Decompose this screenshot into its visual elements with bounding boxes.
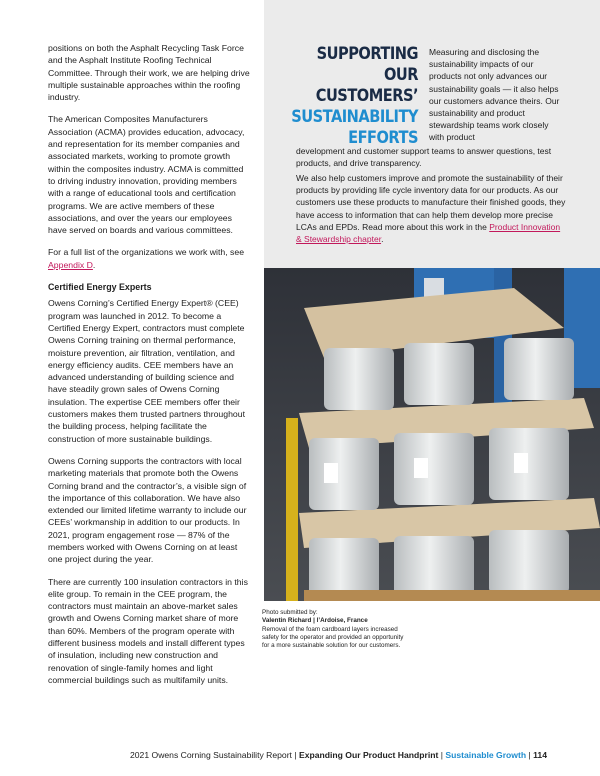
- product-innovation-link[interactable]: Product Innovation & Stewardship chapter: [296, 221, 561, 245]
- warehouse-photo: [264, 268, 600, 601]
- caption-text: Removal of the foam cardboard layers increased safety for the operator and provided an opportunity for a more sustainable solution for our customers.: [262, 625, 404, 650]
- lca-suffix: .: [381, 234, 384, 245]
- footer-separator: |: [526, 750, 534, 760]
- left-column: [48, 42, 251, 696]
- appendix-d-link[interactable]: Appendix D: [48, 259, 93, 270]
- caption-label: Photo submitted by:: [262, 609, 318, 616]
- spool-pallet-illustration: [264, 268, 600, 601]
- photo-caption: [262, 609, 410, 650]
- organizations-text: For a full list of the organizations we work with, see: [48, 247, 245, 258]
- paragraph-cee-contractors: There are currently 100 insulation contractors in this elite group. To remain in the CEE program, the contractors must maintain an above-market sales growth and Owens Corning market share of more than 60%. Members of the program operate with different business models and install different types of insulation, including new construction and renovation of single-family homes and light commercial buildings such as multifamily units.: [48, 576, 248, 685]
- footer-section[interactable]: Expanding Our Product Handprint: [298, 750, 439, 760]
- feature-intro: Measuring and disclosing the sustainability impacts of our products not only advances our sustainability goals — it also helps our customers advance theirs. Our sustainability and product stewardship teams work closely with product: [429, 47, 560, 143]
- paragraph-asphalt: positions on both the Asphalt Recycling Task Force and the Asphalt Institute Roofing Technical Committee. Through their work, we are helping drive multiple sustainable approaches within the roofing industry.: [48, 43, 250, 103]
- feature-paragraph-lca: [296, 172, 568, 245]
- organizations-suffix: .: [92, 259, 96, 270]
- caption-name: Valentin Richard | l’Ardoise, France: [262, 617, 368, 625]
- cee-subheading: Certified Energy Experts: [48, 282, 152, 293]
- footer-separator: |: [438, 750, 446, 760]
- page-footer: [0, 750, 547, 760]
- heading-line-3: SUSTAINABILITY: [291, 107, 418, 127]
- paragraph-cee-program: Owens Corning’s Certified Energy Expert® (CEE) program was launched in 2012. To become a Certified Energy Expert, contractors must complete Owens Corning training on thermal performance, moisture prevention, air filtration, ventilation, and energy efficiency audits. CEE members have an advanced understanding of building science and have steadily grown sales of Owens Corning insulation. The expertise CEE members offer their customers makes them trusted partners throughout the building process, helping facilitate the construction of more sustainable buildings.: [48, 298, 246, 444]
- feature-heading: [291, 44, 418, 149]
- feature-intro-continued: development and customer support teams to answer questions, test products, and drive transparency.: [296, 146, 552, 169]
- footer-subsection[interactable]: Sustainable Growth: [445, 750, 527, 760]
- paragraph-organizations: [48, 246, 251, 271]
- heading-line-1: SUPPORTING OUR: [316, 44, 418, 85]
- footer-separator: |: [291, 750, 299, 760]
- footer-report: 2021 Owens Corning Sustainability Report: [130, 750, 292, 760]
- paragraph-acma: The American Composites Manufacturers Association (ACMA) provides education, advocacy, and representation for its member companies and associated markets, working to promote growth within the composites industry. ACMA is committed to driving industry innovation, providing members with a range of educational tools and certification programs. We are active members of these associations, and over the years our employees have served on boards and various committees.: [48, 114, 245, 236]
- heading-line-2: CUSTOMERS’: [315, 86, 418, 106]
- heading-line-4: EFFORTS: [348, 128, 418, 148]
- lca-text: We also help customers improve and promote the sustainability of their products by providing life cycle inventory data for our products. As our customers use these products to manufacture their finished goods, they have access to information that can help them develop more precise LCAs and EPDs. Read more about this work in the: [296, 173, 566, 232]
- paragraph-cee-support: Owens Corning supports the contractors with local marketing materials that promote both the Owens Corning brand and the contractor’s, a visible sign of the importance of this collaboration. We have also extended our limited lifetime warranty to include our CEEs’ workmanship in addition to our products. In 2021, program engagement rose — 87% of the members worked with Owens Corning on at least one project during the year.: [48, 455, 247, 565]
- footer-page-number: 114: [533, 750, 547, 760]
